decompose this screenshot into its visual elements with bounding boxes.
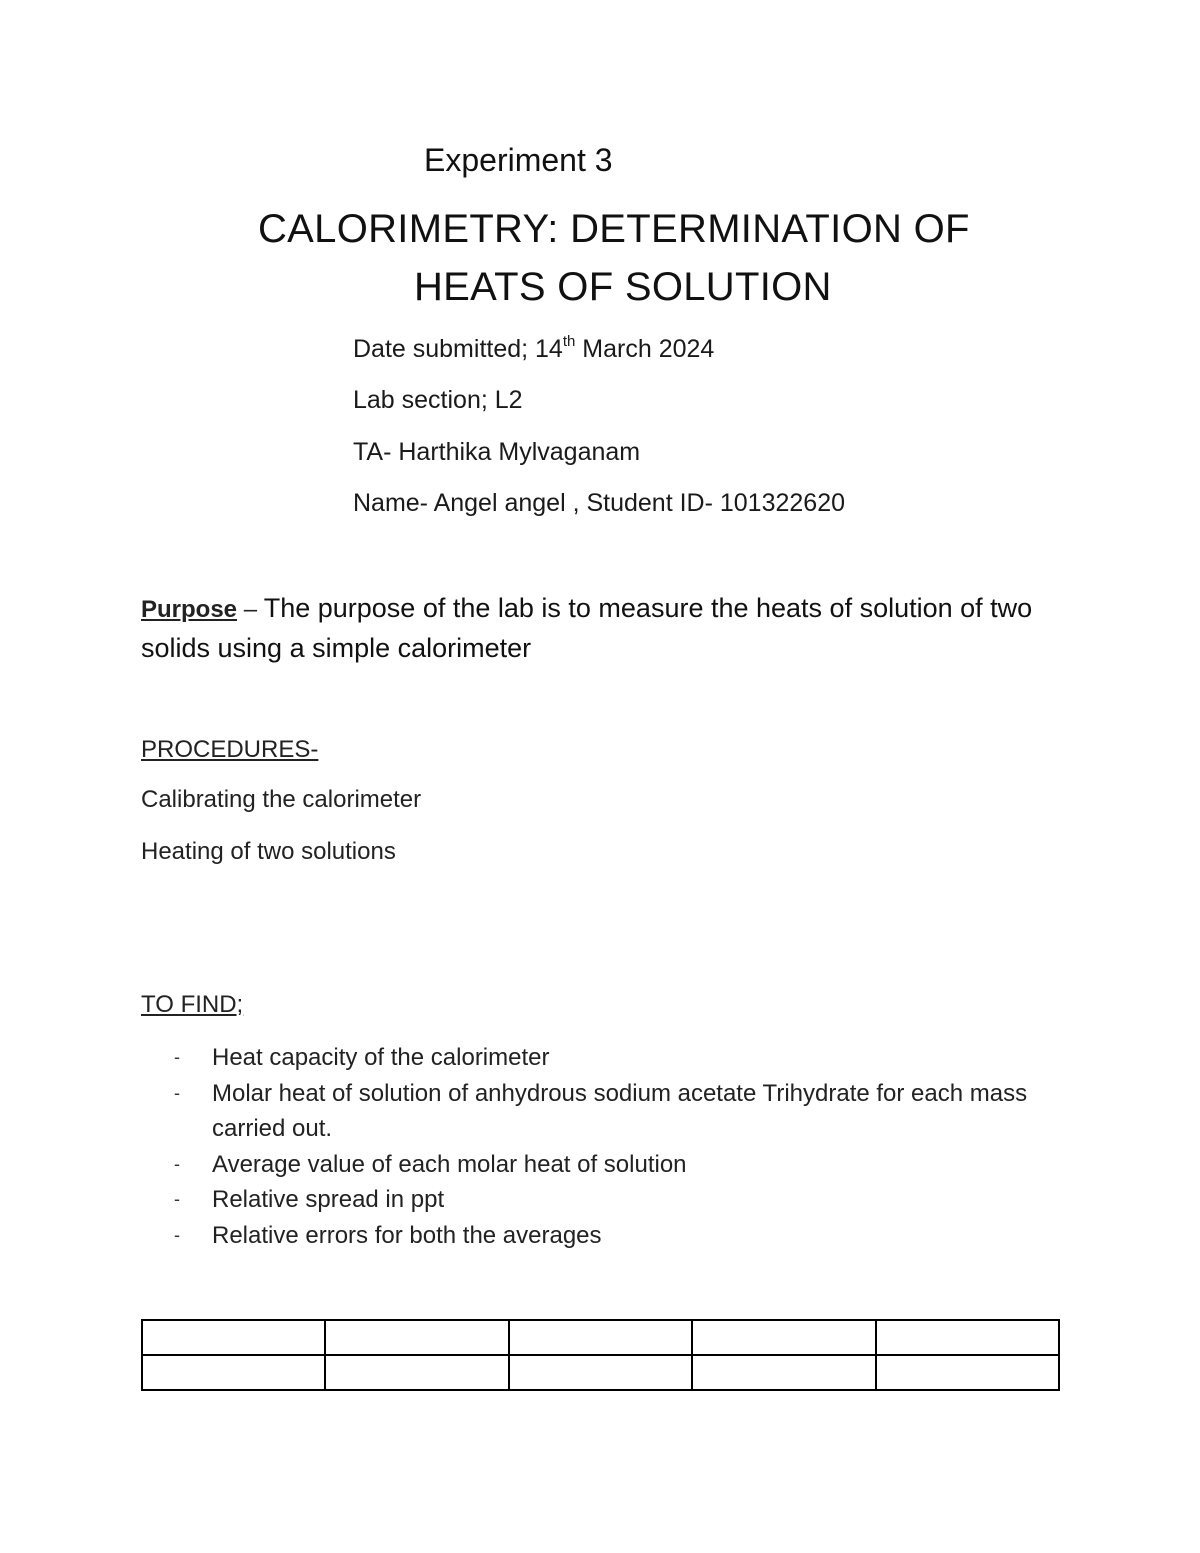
table-cell xyxy=(876,1320,1059,1355)
student-name-id: Name- Angel angel , Student ID- 101322620 xyxy=(353,489,846,517)
table-cell xyxy=(142,1320,325,1355)
table-cell xyxy=(325,1320,508,1355)
purpose-separator: – xyxy=(237,596,264,623)
purpose-text: The purpose of the lab is to measure the heats of solution of two solids using a simple calorimeter xyxy=(141,593,1033,663)
dash-bullet: - xyxy=(174,1153,180,1174)
lab-section: Lab section; L2 xyxy=(353,386,523,414)
list-item: - Relative errors for both the averages xyxy=(170,1218,1050,1254)
table-row xyxy=(142,1320,1059,1355)
table-cell xyxy=(692,1355,875,1390)
list-item: - Average value of each molar heat of solution xyxy=(170,1147,1050,1183)
dash-bullet: - xyxy=(174,1189,180,1209)
experiment-number: Experiment 3 xyxy=(424,142,613,178)
list-item: - Heat capacity of the calorimeter xyxy=(170,1040,1050,1076)
title-line-2: HEATS OF SOLUTION xyxy=(414,265,832,309)
purpose-label: Purpose xyxy=(141,596,238,623)
procedure-item: Heating of two solutions xyxy=(141,838,396,865)
empty-data-table xyxy=(141,1319,1060,1391)
table-cell xyxy=(142,1355,325,1390)
dash-bullet: - xyxy=(174,1224,180,1245)
teaching-assistant: TA- Harthika Mylvaganam xyxy=(353,438,641,466)
table-cell xyxy=(692,1320,875,1355)
date-prefix: Date submitted; 14 xyxy=(353,335,563,363)
procedures-heading: PROCEDURES- xyxy=(141,736,319,763)
table-cell xyxy=(876,1355,1059,1390)
to-find-heading: TO FIND; xyxy=(141,991,244,1018)
purpose-paragraph xyxy=(141,589,1081,667)
dash-bullet: - xyxy=(174,1047,180,1067)
date-ordinal-suffix: th xyxy=(562,333,576,350)
table-cell xyxy=(325,1355,508,1390)
table-cell xyxy=(509,1355,692,1390)
table-cell xyxy=(509,1320,692,1355)
list-item: - Relative spread in ppt xyxy=(170,1182,1050,1218)
date-suffix: March 2024 xyxy=(575,335,715,363)
table-row xyxy=(142,1355,1059,1390)
dash-bullet: - xyxy=(174,1082,180,1103)
list-item: - Molar heat of solution of anhydrous sodium acetate Trihydrate for each mass carried out. xyxy=(170,1076,1050,1147)
title-line-1: CALORIMETRY: DETERMINATION OF xyxy=(258,207,970,251)
date-submitted xyxy=(353,335,714,364)
to-find-list xyxy=(170,1040,1050,1253)
procedure-item: Calibrating the calorimeter xyxy=(141,786,422,813)
